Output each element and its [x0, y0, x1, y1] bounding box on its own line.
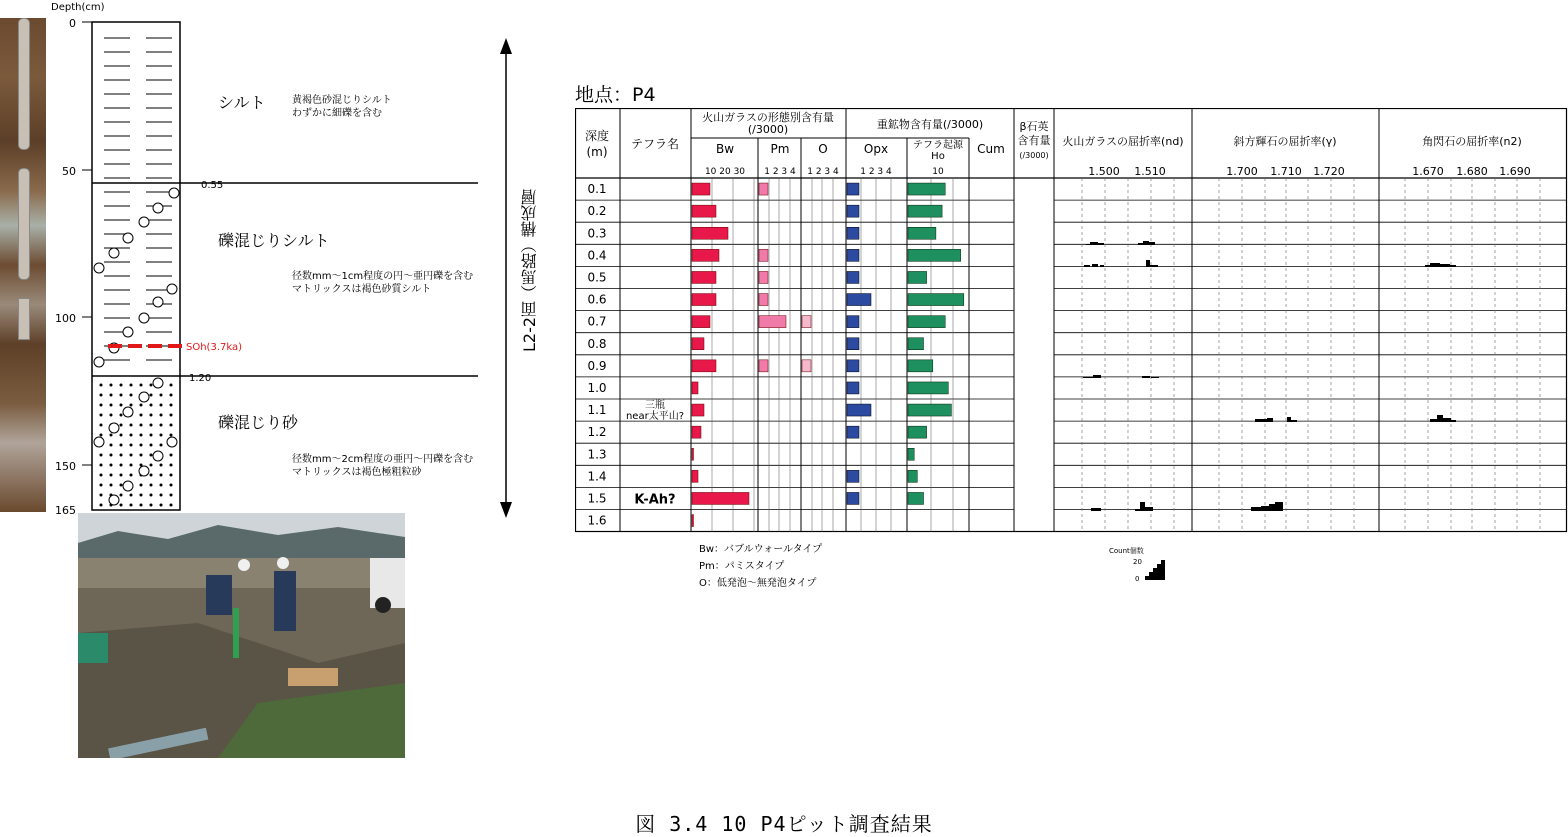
legend-o: O：低発泡～無発泡タイプ [699, 578, 817, 589]
row-depth: 1.4 [587, 469, 607, 484]
count-legend-max: 20 [1133, 558, 1142, 566]
gravel-7 [153, 297, 163, 307]
bar-ho [908, 360, 933, 372]
figure-caption: 図 3.4 10 P4ピット調査結果 [635, 812, 933, 836]
header-ri-opx: 斜方輝石の屈折率(γ) [1233, 135, 1337, 148]
gravel-19 [139, 466, 149, 476]
gravel-4 [109, 248, 119, 258]
bar-bw [692, 338, 704, 350]
ri-glass-tick-1: 1.500 [1088, 165, 1120, 178]
gravel-18 [153, 451, 163, 461]
header-bw-ticks: 10 20 30 [704, 167, 746, 177]
header-opx: Opx [863, 142, 889, 156]
boundary-label-2: 1.20 [189, 373, 212, 384]
bar-bw [692, 271, 716, 283]
row-depth: 1.2 [587, 425, 607, 440]
bar-opx [847, 249, 859, 261]
gravel-14 [123, 407, 133, 417]
bar-bw [692, 515, 694, 527]
bar-bw [692, 316, 710, 328]
bar-ho [908, 205, 942, 217]
gravel-5 [94, 263, 104, 273]
legend-bw: Bw：バブルウォールタイプ [699, 544, 823, 555]
row-depth: 0.9 [587, 358, 607, 373]
header-bw: Bw [715, 142, 735, 156]
bar-opx [847, 183, 859, 195]
count-legend-title: Count個数 [1109, 547, 1144, 555]
ri-opx-tick-2: 1.710 [1270, 165, 1302, 178]
bar-pm [759, 183, 768, 195]
gravel-8 [139, 313, 149, 323]
tephra-marker-label: SOh(3.7ka) [186, 342, 243, 353]
bar-bw [692, 382, 698, 394]
bar-ho [908, 249, 961, 261]
header-o-ticks: 1 2 3 4 [807, 167, 839, 177]
depth-tick-150: 150 [55, 460, 76, 473]
gravel-0 [169, 188, 179, 198]
gravel-3 [123, 233, 133, 243]
header-o: O [818, 142, 828, 156]
bar-opx [847, 316, 859, 328]
ri-opx-tick-3: 1.720 [1313, 165, 1345, 178]
layer-name-3: 礫混じり砂 [218, 413, 299, 432]
count-legend [1109, 546, 1165, 583]
row-tephra-a: 三瓶 [645, 400, 665, 412]
header-depth-a: 深度 [584, 129, 610, 143]
bar-o [802, 360, 811, 372]
header-glass-unit: (/3000) [747, 123, 789, 136]
bar-bw [692, 249, 719, 261]
boundary-label-1: 0.55 [201, 180, 224, 191]
bar-bw [692, 294, 716, 306]
bar-pm [759, 249, 768, 261]
bar-ho [908, 470, 917, 482]
row-depth: 1.1 [587, 403, 607, 418]
row-depth: 0.4 [587, 248, 607, 263]
layer-desc-1a: 黄褐色砂混じりシルト [292, 95, 392, 106]
gravel-2 [139, 217, 149, 227]
row-depth: 0.1 [587, 182, 607, 197]
header-depth-b: (m) [586, 145, 608, 159]
row-depth: 0.2 [587, 204, 607, 219]
header-ho-a: テフラ起源 [913, 140, 963, 151]
header-cum: Cum [977, 142, 1005, 156]
gravel-21 [109, 495, 119, 505]
bar-pm [759, 294, 768, 306]
bar-o [802, 316, 811, 328]
legend-pm: Pm：パミスタイプ [699, 561, 785, 572]
bar-opx [847, 294, 871, 306]
depth-tick-0: 0 [69, 17, 76, 30]
bar-opx [847, 470, 859, 482]
bar-bw [692, 404, 704, 416]
bar-ho [908, 404, 951, 416]
row-depth: 0.3 [587, 226, 607, 241]
depth-tick-100: 100 [55, 312, 76, 325]
header-glass-group: 火山ガラスの形態別含有量 [702, 111, 834, 124]
gravel-11 [94, 357, 104, 367]
field-photo [78, 513, 405, 758]
gravel-9 [123, 327, 133, 337]
row-tephra: K-Ah? [634, 492, 676, 508]
count-legend-min: 0 [1135, 575, 1140, 583]
header-pm-ticks: 1 2 3 4 [764, 167, 796, 177]
bar-opx [847, 271, 859, 283]
gravel-16 [94, 437, 104, 447]
header-quartz-a: β石英 [1019, 120, 1049, 133]
gravel-12 [153, 378, 163, 388]
bar-bw [692, 183, 710, 195]
gravel-1 [153, 203, 163, 213]
bar-opx [847, 205, 859, 217]
bar-ho [908, 271, 927, 283]
header-quartz-c: (/3000) [1019, 151, 1049, 160]
header-quartz-b: 含有量 [1017, 134, 1051, 147]
layer-name-1: シルト [218, 93, 266, 112]
header-ho-ticks: 10 [932, 167, 944, 177]
header-tephra: テフラ名 [630, 137, 680, 151]
ri-ho-tick-2: 1.680 [1456, 165, 1488, 178]
vertical-label: L2-2面（馬路）構成層 [520, 188, 539, 352]
core-photo [0, 18, 46, 512]
bar-opx [847, 426, 859, 438]
header-ri-ho: 角閃石の屈折率(n2) [1422, 135, 1522, 148]
ri-histograms [1083, 241, 1456, 511]
bar-ho [908, 316, 945, 328]
layer-desc-2b: マトリックスは褐色砂質シルト [292, 284, 432, 295]
sand-layer [93, 376, 179, 509]
bar-opx [847, 227, 859, 239]
ri-ho-tick-3: 1.690 [1499, 165, 1531, 178]
bar-pm [759, 316, 786, 328]
bar-bw [692, 492, 749, 504]
layer-desc-2a: 径数mm～1cm程度の円～亜円礫を含む [292, 271, 474, 282]
row-depth: 0.5 [587, 270, 607, 285]
layer-desc-3b: マトリックスは褐色極粗粒砂 [292, 467, 422, 478]
row-depth: 1.3 [587, 447, 607, 462]
bar-bw [692, 360, 716, 372]
gravel-6 [167, 284, 177, 294]
depth-unit-label: Depth(cm) [51, 2, 105, 13]
header-heavy-group: 重鉱物含有量(/3000) [876, 118, 984, 131]
row-depth: 1.5 [587, 491, 607, 506]
depth-tick-165: 165 [55, 504, 76, 515]
bar-opx [847, 404, 871, 416]
bar-ho [908, 426, 927, 438]
header-pm: Pm [770, 142, 790, 156]
bar-ho [908, 492, 924, 504]
layer-desc-3a: 径数mm～2cm程度の亜円～円礫を含む [292, 454, 474, 465]
bar-pm [759, 271, 768, 283]
bar-bw [692, 448, 694, 460]
depth-tick-50: 50 [62, 165, 76, 178]
row-depth: 1.6 [587, 513, 607, 528]
bar-opx [847, 382, 859, 394]
bar-opx [847, 338, 859, 350]
bar-bw [692, 227, 728, 239]
bar-bw [692, 426, 701, 438]
row-tephra-b: near太平山? [625, 411, 685, 423]
bar-opx [847, 360, 859, 372]
layer-desc-1b: わずかに細礫を含む [292, 108, 382, 119]
bar-opx [847, 492, 859, 504]
bar-pm [759, 360, 768, 372]
geologic-column [46, 0, 486, 515]
ri-glass-tick-2: 1.510 [1134, 165, 1166, 178]
ri-opx-tick-1: 1.700 [1226, 165, 1258, 178]
row-depth: 0.6 [587, 292, 607, 307]
bar-bw [692, 470, 698, 482]
bar-ho [908, 382, 948, 394]
gravel-20 [123, 481, 133, 491]
gravel-17 [167, 437, 177, 447]
bar-ho [908, 183, 945, 195]
row-depth: 1.0 [587, 380, 607, 395]
bar-bw [692, 205, 716, 217]
bar-ho [908, 448, 914, 460]
site-title: 地点：P4 [575, 84, 656, 106]
arrow-down-icon [500, 502, 512, 518]
layer-name-2: 礫混じりシルト [218, 231, 330, 250]
bar-ho [908, 338, 924, 350]
header-ri-glass: 火山ガラスの屈折率(nd) [1062, 135, 1184, 148]
analysis-table [575, 108, 1568, 598]
header-ho-b: Ho [931, 151, 945, 162]
row-depth: 0.8 [587, 336, 607, 351]
gravel-15 [109, 423, 119, 433]
header-opx-ticks: 1 2 3 4 [860, 167, 892, 177]
gravel-13 [139, 392, 149, 402]
row-depth: 0.7 [587, 314, 607, 329]
arrow-up-icon [500, 38, 512, 54]
bar-ho [908, 294, 964, 306]
bar-ho [908, 227, 936, 239]
ri-ho-tick-1: 1.670 [1412, 165, 1444, 178]
